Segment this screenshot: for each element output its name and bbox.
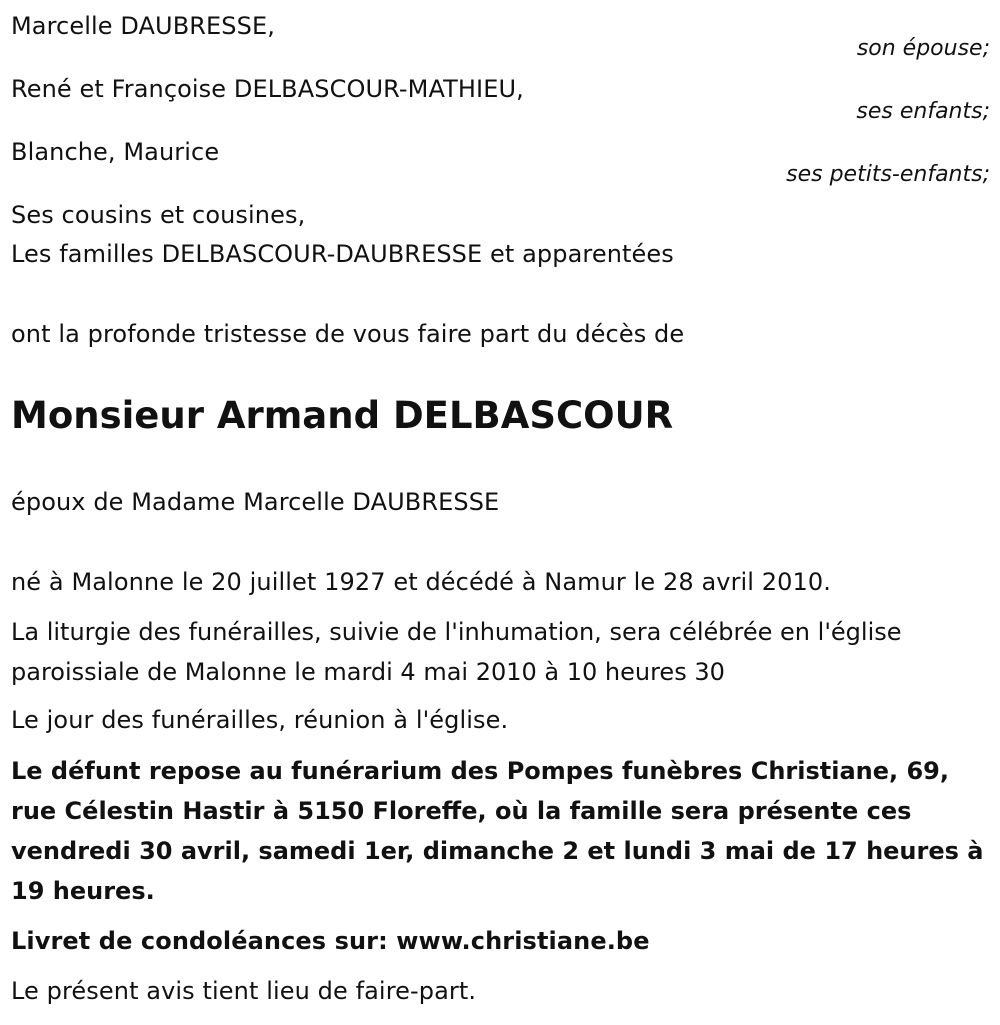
family-name-children: René et Françoise DELBASCOUR-MATHIEU, xyxy=(11,75,524,103)
condolences-label: Livret de condoléances sur: xyxy=(11,927,397,955)
deceased-name: Monsieur Armand DELBASCOUR xyxy=(11,394,674,437)
family-role-grandchildren: ses petits-enfants; xyxy=(786,162,990,187)
announcement-text: ont la profonde tristesse de vous faire part du décès de xyxy=(11,320,685,348)
relatives-cousins: Ses cousins et cousines, xyxy=(11,201,306,229)
liturgy-info: La liturgie des funérailles, suivie de l'inhumation, sera célébrée en l'église paroissiale de Malonne le mardi 4 mai 2010 à 10 heures 30 xyxy=(11,618,902,686)
family-role-spouse: son épouse; xyxy=(856,36,990,61)
deceased-spouse: époux de Madame Marcelle DAUBRESSE xyxy=(11,488,500,516)
visitation-info: Le défunt repose au funérarium des Pompes funèbres Christiane, 69, rue Célestin Hastir à 5150 Floreffe, où la famille sera présente ces vendredi 30 avril, samedi 1er, dimanche 2 et lundi 3 mai de 17 heures à 19 heures. xyxy=(11,757,984,905)
condolences-link[interactable]: www.christiane.be xyxy=(396,927,650,955)
meeting-info: Le jour des funérailles, réunion à l'église. xyxy=(11,706,509,734)
closing-text: Le présent avis tient lieu de faire-part. xyxy=(11,977,477,1005)
family-name-spouse: Marcelle DAUBRESSE, xyxy=(11,12,275,40)
relatives-families: Les familles DELBASCOUR-DAUBRESSE et apparentées xyxy=(11,240,674,268)
family-name-grandchildren: Blanche, Maurice xyxy=(11,138,220,166)
birth-death-info: né à Malonne le 20 juillet 1927 et décédé à Namur le 28 avril 2010. xyxy=(11,568,832,596)
condolences-line xyxy=(11,926,650,956)
family-role-children: ses enfants; xyxy=(856,99,990,124)
